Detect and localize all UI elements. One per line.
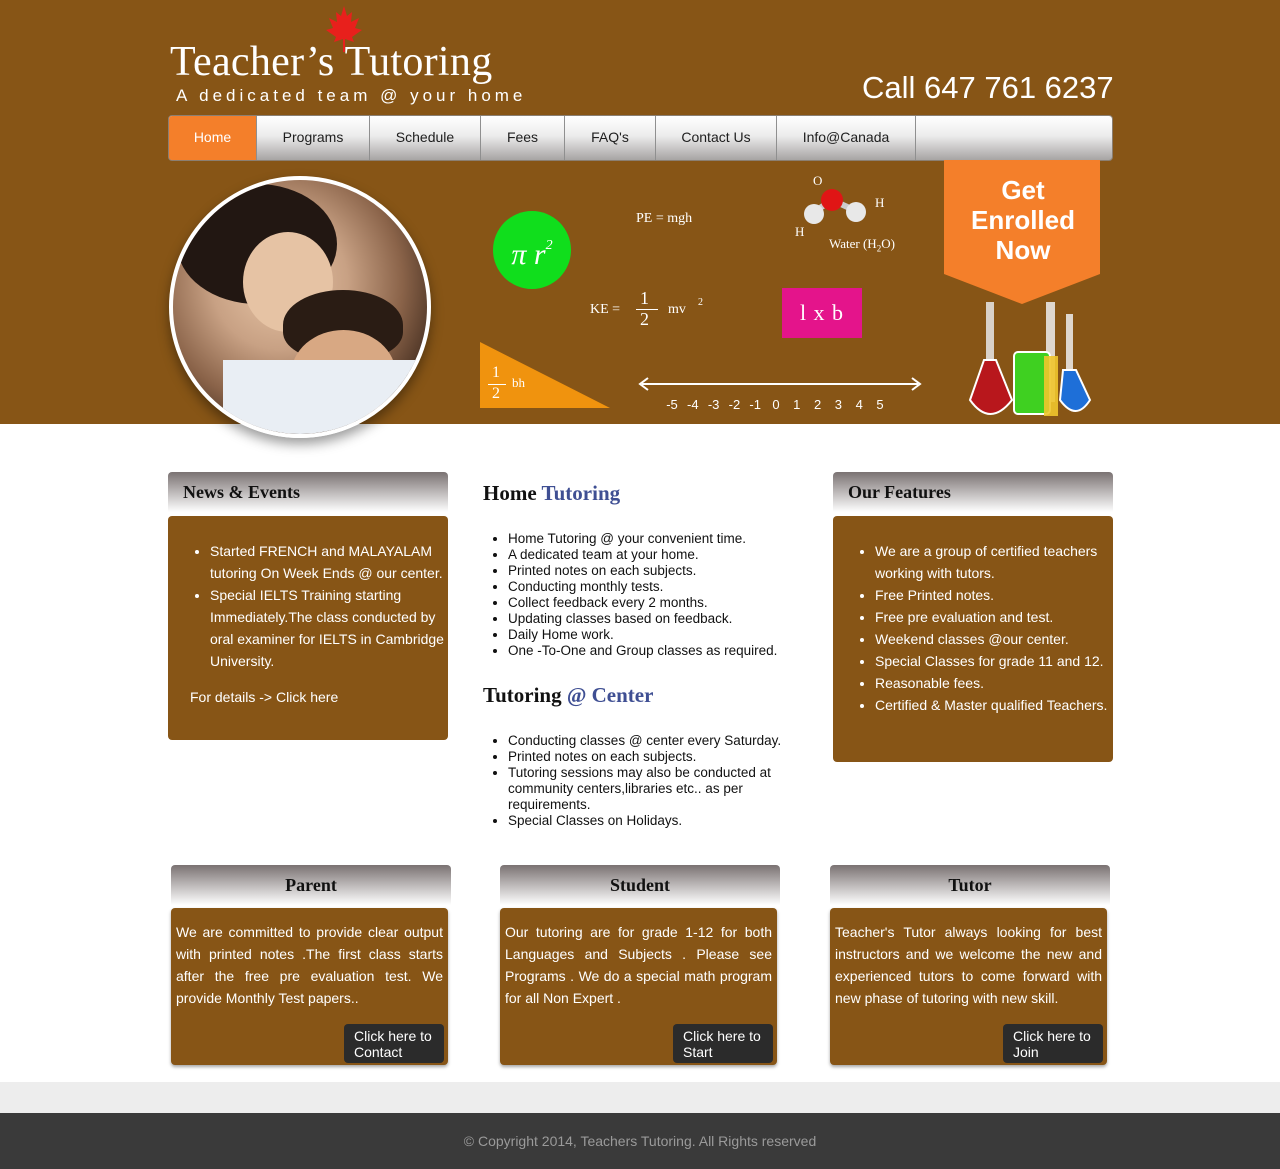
enroll-line-3: Now <box>995 235 1051 265</box>
center-tutoring-list <box>483 733 818 829</box>
ke-label: KE = <box>590 302 621 317</box>
enroll-line-1: Get <box>1001 175 1045 205</box>
list-item: • Special Classes on Holidays. <box>508 813 818 829</box>
ke-exp: 2 <box>698 297 703 308</box>
water-label-b: O) <box>881 236 895 251</box>
news-events-box <box>168 516 448 740</box>
pi-r-squared-badge <box>493 211 571 289</box>
feature-item: • Reasonable fees. <box>875 672 1113 694</box>
water-label-sub: 2 <box>876 243 882 254</box>
pi-formula: π r <box>511 238 546 271</box>
feature-item: • Free Printed notes. <box>875 584 1113 606</box>
feature-item: • Weekend classes @our center. <box>875 628 1113 650</box>
pi-exp: 2 <box>545 238 553 253</box>
get-enrolled-text[interactable] <box>944 175 1102 265</box>
news-list <box>168 540 448 672</box>
feature-item: • Free pre evaluation and test. <box>875 606 1113 628</box>
teacher-student-photo <box>169 176 431 438</box>
feature-item: • We are a group of certified teachers working with tutors. <box>875 540 1113 584</box>
news-item: • Started FRENCH and MALAYALAM tutoring On Week Ends @ our center. <box>210 540 448 584</box>
water-label <box>829 236 895 254</box>
student-card-text: Our tutoring are for grade 1-12 for both Languages and Subjects . Please see Programs . We do a special math program for all Non Expert . <box>505 924 772 1006</box>
center-tutoring-title-b: @ Center <box>566 683 654 707</box>
tutor-card <box>830 908 1107 1065</box>
enroll-line-2: Enrolled <box>970 205 1075 235</box>
footer-copyright: © Copyright 2014, Teachers Tutoring. All Rights reserved <box>0 1113 1280 1169</box>
water-h1-label: H <box>875 195 885 210</box>
list-item: • Daily Home work. <box>508 627 838 643</box>
number-line-label: -1 <box>749 397 761 412</box>
start-button[interactable]: Click here to Start <box>673 1024 773 1063</box>
nav-info-canada[interactable]: Info@Canada <box>777 116 916 160</box>
number-line-label: 5 <box>876 397 884 412</box>
water-molecule-icon <box>800 186 880 230</box>
list-item: • Conducting monthly tests. <box>508 579 838 595</box>
list-item: • Printed notes on each subjects. <box>508 749 818 765</box>
number-line-label: 4 <box>855 397 863 412</box>
center-tutoring-title <box>483 683 653 708</box>
main-nav <box>168 115 1113 161</box>
features-list <box>833 540 1113 716</box>
number-line-label: -4 <box>687 397 699 412</box>
home-tutoring-title-a: Home <box>483 481 542 505</box>
parent-card-header: Parent <box>171 865 451 905</box>
number-line-label: 0 <box>772 397 780 412</box>
feature-item: • Special Classes for grade 11 and 12. <box>875 650 1113 672</box>
home-tutoring-title-b: Tutoring <box>541 481 621 505</box>
phone-number: Call 647 761 6237 <box>862 70 1114 105</box>
list-item: • Collect feedback every 2 months. <box>508 595 838 611</box>
news-details-prefix: For details -> <box>190 689 276 705</box>
news-details <box>168 686 448 708</box>
student-card <box>500 908 777 1065</box>
features-header: Our Features <box>833 472 1113 512</box>
list-item: • One -To-One and Group classes as required. <box>508 643 838 659</box>
tutor-card-text: Teacher's Tutor always looking for best instructors and we welcome the new and experienced tutors to come forward with new phase of tutoring with new skill. <box>835 924 1102 1006</box>
number-line-label: -3 <box>707 397 720 412</box>
center-tutoring-title-a: Tutoring <box>483 683 567 707</box>
water-o-label: O <box>813 173 823 188</box>
number-line-label: -2 <box>728 397 741 412</box>
list-item: • Home Tutoring @ your convenient time. <box>508 531 838 547</box>
nav-home[interactable]: Home <box>169 116 257 160</box>
contact-button[interactable]: Click here to Contact <box>344 1024 444 1063</box>
student-card-header: Student <box>500 865 780 905</box>
water-label-a: Water (H <box>829 236 877 251</box>
site-tagline: A dedicated team @ your home <box>176 86 527 105</box>
tutor-card-header: Tutor <box>830 865 1110 905</box>
news-details-link[interactable]: Click here <box>275 689 339 705</box>
list-item: • Tutoring sessions may also be conducted at community centers,libraries etc.. as per requirements. <box>508 765 818 813</box>
area-formula-badge: l x b <box>782 288 862 338</box>
news-events-header: News & Events <box>168 472 448 512</box>
join-button[interactable]: Click here to Join <box>1003 1024 1103 1063</box>
number-line-label: 1 <box>793 397 801 412</box>
number-line-label: 3 <box>834 397 842 412</box>
number-line-label: 2 <box>813 397 822 412</box>
number-line-label: -5 <box>666 397 678 412</box>
number-line <box>636 376 924 392</box>
triangle-numerator: 1 <box>492 364 500 381</box>
nav-contact-us[interactable]: Contact Us <box>656 116 777 160</box>
news-item: • Special IELTS Training starting Immediately.The class conducted by oral examiner for IELTS in Cambridge University. <box>210 584 448 672</box>
triangle-denominator: 2 <box>492 385 500 402</box>
ke-numerator: 1 <box>640 288 649 308</box>
feature-item: • Certified & Master qualified Teachers. <box>875 694 1113 716</box>
footer-band <box>0 1082 1280 1113</box>
nav-programs[interactable]: Programs <box>257 116 370 160</box>
lab-flasks-icon <box>966 300 1096 424</box>
list-item: • Conducting classes @ center every Saturday. <box>508 733 818 749</box>
photo-shirt <box>223 360 431 438</box>
nav-fees[interactable]: Fees <box>481 116 565 160</box>
list-item: • Updating classes based on feedback. <box>508 611 838 627</box>
parent-card-text: We are committed to provide clear output with printed notes .The first class starts after the free pre evaluation test. We provide Monthly Test papers.. <box>176 924 443 1006</box>
list-item: • A dedicated team at your home. <box>508 547 838 563</box>
pe-formula: PE = mgh <box>636 211 693 226</box>
site-title[interactable]: Teacher’s Tutoring <box>170 39 493 85</box>
nav-schedule[interactable]: Schedule <box>370 116 481 160</box>
list-item: • Printed notes on each subjects. <box>508 563 838 579</box>
parent-card <box>171 908 448 1065</box>
features-box <box>833 516 1113 762</box>
nav-faqs[interactable]: FAQ's <box>565 116 656 160</box>
ke-tail: mv <box>668 302 686 317</box>
triangle-tail: bh <box>512 375 525 390</box>
home-tutoring-list <box>483 531 838 659</box>
ke-denominator: 2 <box>640 309 649 329</box>
home-tutoring-title <box>483 481 620 506</box>
water-h2-label: H <box>795 224 805 239</box>
